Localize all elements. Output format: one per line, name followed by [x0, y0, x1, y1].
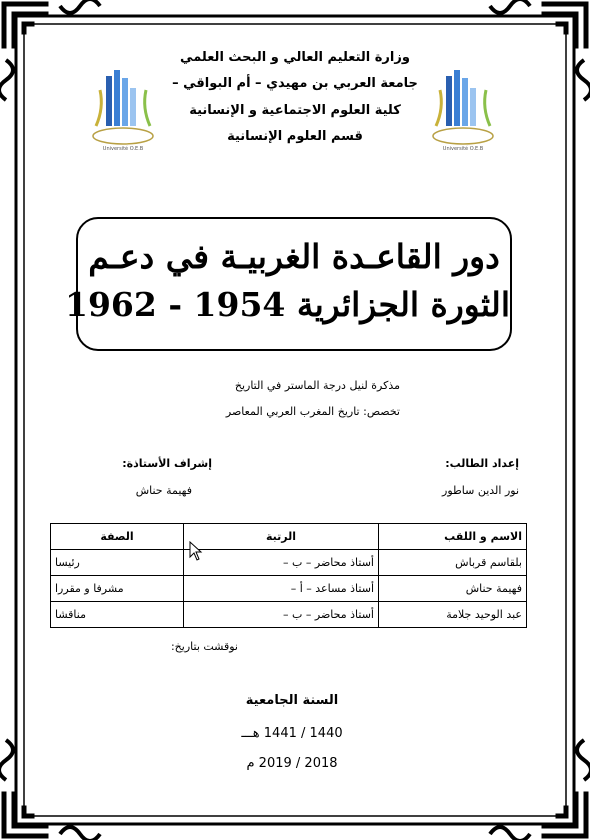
student-name: نور الدين ساطور — [442, 484, 519, 497]
thesis-title-line2: الثورة الجزائرية 1954 - 1962 — [64, 285, 510, 324]
thesis-title-box — [64, 217, 512, 351]
member-role: رئيسا — [51, 550, 184, 576]
header-rank: الرتبة — [184, 524, 379, 550]
university-name: جامعة العربي بن مهيدي – أم البواقي – — [172, 76, 418, 91]
member-role: مشرفا و مقررا — [51, 576, 184, 602]
table-header-row — [51, 524, 527, 550]
hijri-year: 1440 / 1441 هـــ — [241, 726, 343, 741]
committee-table — [50, 523, 527, 628]
member-name: عبد الوحيد جلامة — [379, 602, 527, 628]
specialty: تخصص: تاريخ المغرب العربي المعاصر — [225, 405, 400, 418]
faculty-name: كلية العلوم الاجتماعية و الإنسانية — [189, 103, 401, 118]
member-name: بلقاسم قرباش — [379, 550, 527, 576]
ministry-name: وزارة التعليم العالي و البحث العلمي — [180, 50, 410, 65]
member-rank: أستاذ محاضر – ب – — [184, 602, 379, 628]
header-role: الصفة — [51, 524, 184, 550]
supervisor-name: فهيمة حناش — [135, 484, 192, 497]
discussion-date-label: نوقشت بتاريخ: — [170, 640, 238, 653]
member-name: فهيمة حناش — [379, 576, 527, 602]
table-row — [51, 576, 527, 602]
member-rank: أستاذ مساعد – أ – — [184, 576, 379, 602]
header-name: الاسم و اللقب — [379, 524, 527, 550]
prepared-by-label: إعداد الطالب: — [445, 457, 519, 470]
gregorian-year: 2018 / 2019 م — [246, 756, 338, 771]
department-name: قسم العلوم الإنسانية — [227, 129, 363, 144]
logo-caption-left: Université O.E.B — [102, 146, 144, 152]
member-rank: أستاذ محاضر – ب – — [184, 550, 379, 576]
table-row — [51, 602, 527, 628]
table-row — [51, 550, 527, 576]
supervisor-label: إشراف الأستاذة: — [122, 457, 212, 470]
member-role: مناقشا — [51, 602, 184, 628]
logo-caption-right: Université O.E.B — [442, 146, 484, 152]
mouse-pointer-icon — [189, 541, 203, 561]
degree-statement: مذكرة لنيل درجة الماستر في التاريخ — [234, 379, 400, 392]
thesis-title-line1: دور القاعـدة الغربيـة في دعـم — [88, 237, 500, 276]
academic-year-label: السنة الجامعية — [245, 693, 339, 708]
